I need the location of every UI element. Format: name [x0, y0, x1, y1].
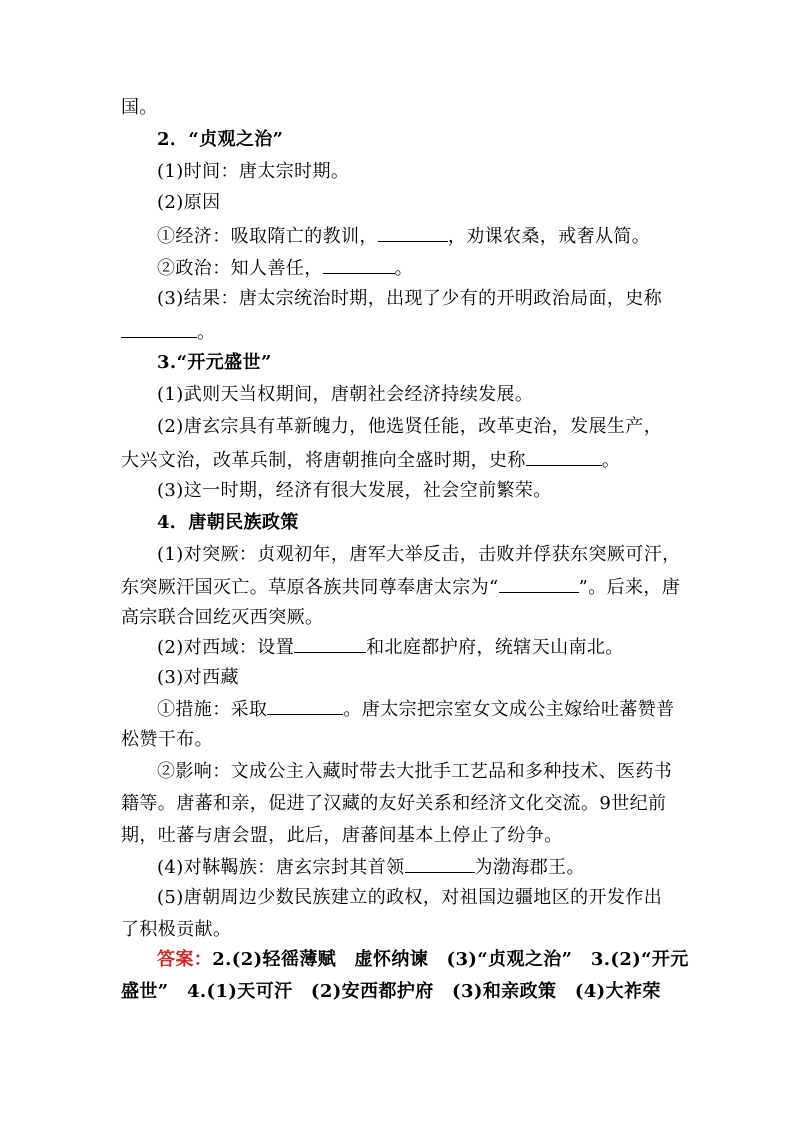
- text-line: [121, 914, 681, 946]
- text: 国。: [121, 97, 158, 118]
- text-line: [157, 475, 681, 507]
- text: 松赞干布。: [121, 729, 213, 750]
- text: 。唐太宗把宗室女文成公主嫁给吐蕃赞普: [343, 699, 675, 720]
- fill-blank[interactable]: [294, 630, 366, 653]
- text-line: [121, 724, 681, 756]
- text: 和北庭都护府，统辖天山南北。: [366, 637, 624, 658]
- text: 籍等。唐蕃和亲，促进了汉藏的友好关系和经济文化交流。9世纪前: [121, 793, 667, 814]
- text-line: [157, 219, 681, 251]
- text: (1)对突厥：贞观初年，唐军大举反击，击败并俘获东突厥可汗，: [157, 544, 681, 565]
- answer-line-2: [121, 976, 681, 1008]
- text-line: [121, 820, 681, 852]
- text-line: [157, 411, 681, 443]
- text: 。: [394, 258, 414, 279]
- fill-blank[interactable]: [323, 251, 395, 274]
- text: ，劝课农桑，戒奢从简。: [447, 226, 651, 247]
- text-line: [157, 662, 681, 694]
- text: (5)唐朝周边少数民族建立的政权，对祖国边疆地区的开发作出: [157, 887, 663, 908]
- text-line: [157, 283, 681, 315]
- text: (2)原因: [157, 192, 221, 213]
- text: ”。后来，唐: [578, 577, 681, 598]
- text-line: [157, 156, 681, 188]
- fill-blank[interactable]: [499, 570, 579, 593]
- section-heading-2: [157, 124, 681, 156]
- text-line: [157, 850, 681, 882]
- text-line: [121, 443, 681, 475]
- text-line: [157, 379, 681, 411]
- text-line: [121, 570, 681, 602]
- text-line: [157, 882, 681, 914]
- text: (1)武则天当权期间，唐朝社会经济持续发展。: [157, 384, 534, 405]
- text: 了积极贡献。: [121, 919, 232, 940]
- text: (2)对西域：设置: [157, 637, 295, 658]
- text: ②政治：知人善任，: [157, 258, 323, 279]
- heading-text: 2．“贞观之治”: [157, 129, 284, 150]
- fill-blank[interactable]: [267, 692, 343, 715]
- section-heading-3: [157, 347, 681, 379]
- text-line: [121, 315, 681, 347]
- text: 高宗联合回纥灭西突厥。: [121, 607, 324, 628]
- text: 为渤海郡王。: [474, 857, 585, 878]
- answer-line-1: [157, 944, 689, 976]
- fill-blank[interactable]: [526, 443, 602, 466]
- answer-text: 2.(2)轻徭薄赋 虚怀纳谏 (3)“贞观之治” 3.(2)“开元: [212, 949, 689, 970]
- text: 大兴文治，改革兵制，将唐朝推向全盛时期，史称: [121, 450, 526, 471]
- text: (3)结果：唐太宗统治时期，出现了少有的开明政治局面，史称: [157, 288, 663, 309]
- text: ①措施：采取: [157, 699, 268, 720]
- text: (1)时间：唐太宗时期。: [157, 161, 350, 182]
- text-line: [157, 692, 681, 724]
- text: (2)唐玄宗具有革新魄力，他选贤任能，改革吏治，发展生产，: [157, 416, 663, 437]
- text: 。: [601, 450, 621, 471]
- heading-text: 4．唐朝民族政策: [157, 512, 299, 533]
- answer-label: 答案：: [157, 949, 213, 970]
- section-heading-4: [157, 507, 681, 539]
- text: (3)这一时期，经济有很大发展，社会空前繁荣。: [157, 480, 552, 501]
- text-line: [121, 788, 681, 820]
- answer-text: 盛世” 4.(1)天可汗 (2)安西都护府 (3)和亲政策 (4)大祚荣: [121, 981, 661, 1002]
- text-line: [157, 756, 681, 788]
- text: ①经济：吸取隋亡的教训，: [157, 226, 378, 247]
- fill-blank[interactable]: [378, 219, 448, 242]
- text-line: [157, 539, 681, 571]
- text-line: [157, 630, 681, 662]
- fill-blank[interactable]: [121, 315, 197, 338]
- fill-blank[interactable]: [405, 850, 475, 873]
- heading-text: 3.“开元盛世”: [157, 352, 272, 373]
- text: (4)对靺鞨族：唐玄宗封其首领: [157, 857, 405, 878]
- text-line: [157, 187, 681, 219]
- text: (3)对西藏: [157, 667, 239, 688]
- text: ②影响：文成公主入藏时带去大批手工艺品和多种技术、医药书: [157, 761, 673, 782]
- text: 东突厥汗国灭亡。草原各族共同尊奉唐太宗为“: [121, 577, 499, 598]
- text-line: [121, 92, 681, 124]
- text-line: [157, 251, 681, 283]
- text: 期，吐蕃与唐会盟，此后，唐蕃间基本上停止了纷争。: [121, 825, 563, 846]
- text: 。: [197, 322, 216, 343]
